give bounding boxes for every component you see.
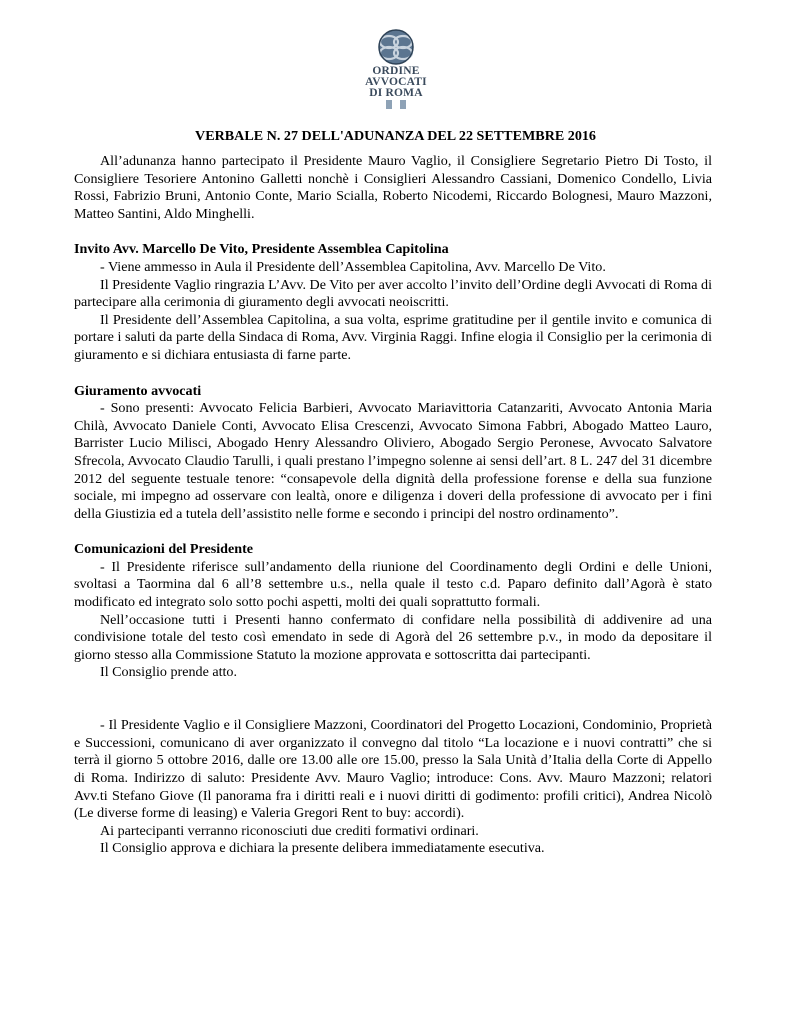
section-heading-giuramento: Giuramento avvocati [74,382,202,399]
order-logo [351,28,441,110]
logo-line-3: DI ROMA [369,87,423,99]
comunicazioni-paragraph-6: Il Consiglio approva e dichiara la presente delibera immediatamente esecutiva. [100,840,545,857]
logo-line-1: ORDINE [372,65,420,77]
invito-paragraph-3: Il Presidente dell’Assemblea Capitolina, a sua volta, esprime gratitudine per il gentile invito e comunica di portare i saluti da parte della Sindaca di Roma, Avv. Virginia Raggi. Infine elogia il Consiglio per la cerimonia di giuramento e si dichiara entusiasta di farne parte. [74,311,712,363]
comunicazioni-paragraph-4: - Il Presidente Vaglio e il Consigliere Mazzoni, Coordinatori del Progetto Locazioni, Condominio, Proprietà e Successioni, comunicano di aver organizzato il convegno dal titolo “La locazione e i nuovi contratti” che si terrà il giorno 5 ottobre 2016, dalle ore 13.00 alle ore 15.00, presso la Sala Unità d’Italia della Corte di Appello di Roma. Indirizzo di saluto: Presidente Avv. Mauro Vaglio; introduce: Cons. Avv. Mauro Mazzoni; relatori Avv.ti Stefano Giove (Il panorama fra i diritti reali e i nuovi diritti di godimento: profili critici), Andrea Nicolò (Le diverse forme di leasing) e Valeria Gregori Rent to buy: accordi). [74,717,712,822]
document-title: VERBALE N. 27 DELL'ADUNANZA DEL 22 SETTEMBRE 2016 [195,128,596,144]
section-heading-comunicazioni: Comunicazioni del Presidente [74,541,254,558]
section-heading-invito: Invito Avv. Marcello De Vito, Presidente Assemblea Capitolina [74,241,449,258]
invito-paragraph-2: Il Presidente Vaglio ringrazia L’Avv. De Vito per aver accolto l’invito dell’Ordine degli Avvocati di Roma di partecipare alla cerimonia di giuramento degli avvocati neoiscritti. [74,276,712,311]
invito-paragraph-1: - Viene ammesso in Aula il Presidente dell’Assemblea Capitolina, Avv. Marcello De Vito. [100,258,606,275]
giuramento-paragraph-1: - Sono presenti: Avvocato Felicia Barbieri, Avvocato Mariavittoria Catanzariti, Avvocato Antonia Maria Chilà, Avvocato Daniele Conti, Avvocato Elisa Crescenzi, Avvocato Simona Fabbri, Abogado Matteo Lauro, Barrister Lucio Milisci, Abogado Henry Alessandro Oliviero, Abogado Sergio Peronese, Avvocato Salvatore Sfrecola, Avvocato Claudio Tarulli, i quali prestano l’impegno solenne ai sensi dell’art. 8 L. 247 del 31 dicembre 2012 del seguente testuale tenore: “consapevole della dignità della professione forense e della sua funzione sociale, mi impegno ad osservare con lealtà, onore e diligenza i doveri della professione di avvocato per i fini della Giustizia ed a tutela dell’assistito nelle forme e secondo i principi del nostro ordinamento”. [74,400,712,522]
intro-paragraph: All’adunanza hanno partecipato il Presidente Mauro Vaglio, il Consigliere Segretario Pietro Di Tosto, il Consigliere Tesoriere Antonino Galletti nonchè i Consiglieri Alessandro Cassiani, Domenico Condello, Livia Rossi, Fabrizio Bruni, Antonio Conte, Mario Scialla, Roberto Nicodemi, Riccardo Bolognesi, Mauro Mazzoni, Matteo Santini, Aldo Minghelli. [74,153,712,222]
comunicazioni-paragraph-3: Il Consiglio prende atto. [100,664,238,681]
comunicazioni-paragraph-2: Nell’occasione tutti i Presenti hanno confermato di confidare nella possibilità di addivenire ad una condivisione totale del testo così emendato in sede di Agorà del 26 settembre p.v., in modo da depositare il giorno stesso alla Commissione Statuto la mozione approvata e sottoscritta dai partecipanti. [74,611,712,663]
logo-line-2: AVVOCATI [365,76,427,88]
comunicazioni-paragraph-1: - Il Presidente riferisce sull’andamento della riunione del Coordinamento degli Ordini e delle Unioni, svoltasi a Taormina dal 6 all’8 settembre u.s., nella quale il testo c.d. Paparo definito dall’Agorà è stato modificato ed integrato solo sotto pochi aspetti, molti dei quali soprattutto formali. [74,558,712,611]
column-base-icon [383,99,409,110]
document-body [74,153,712,858]
comunicazioni-paragraph-5: Ai partecipanti verranno riconosciuti due crediti formativi ordinari. [100,822,479,839]
knot-emblem-icon [374,28,418,66]
